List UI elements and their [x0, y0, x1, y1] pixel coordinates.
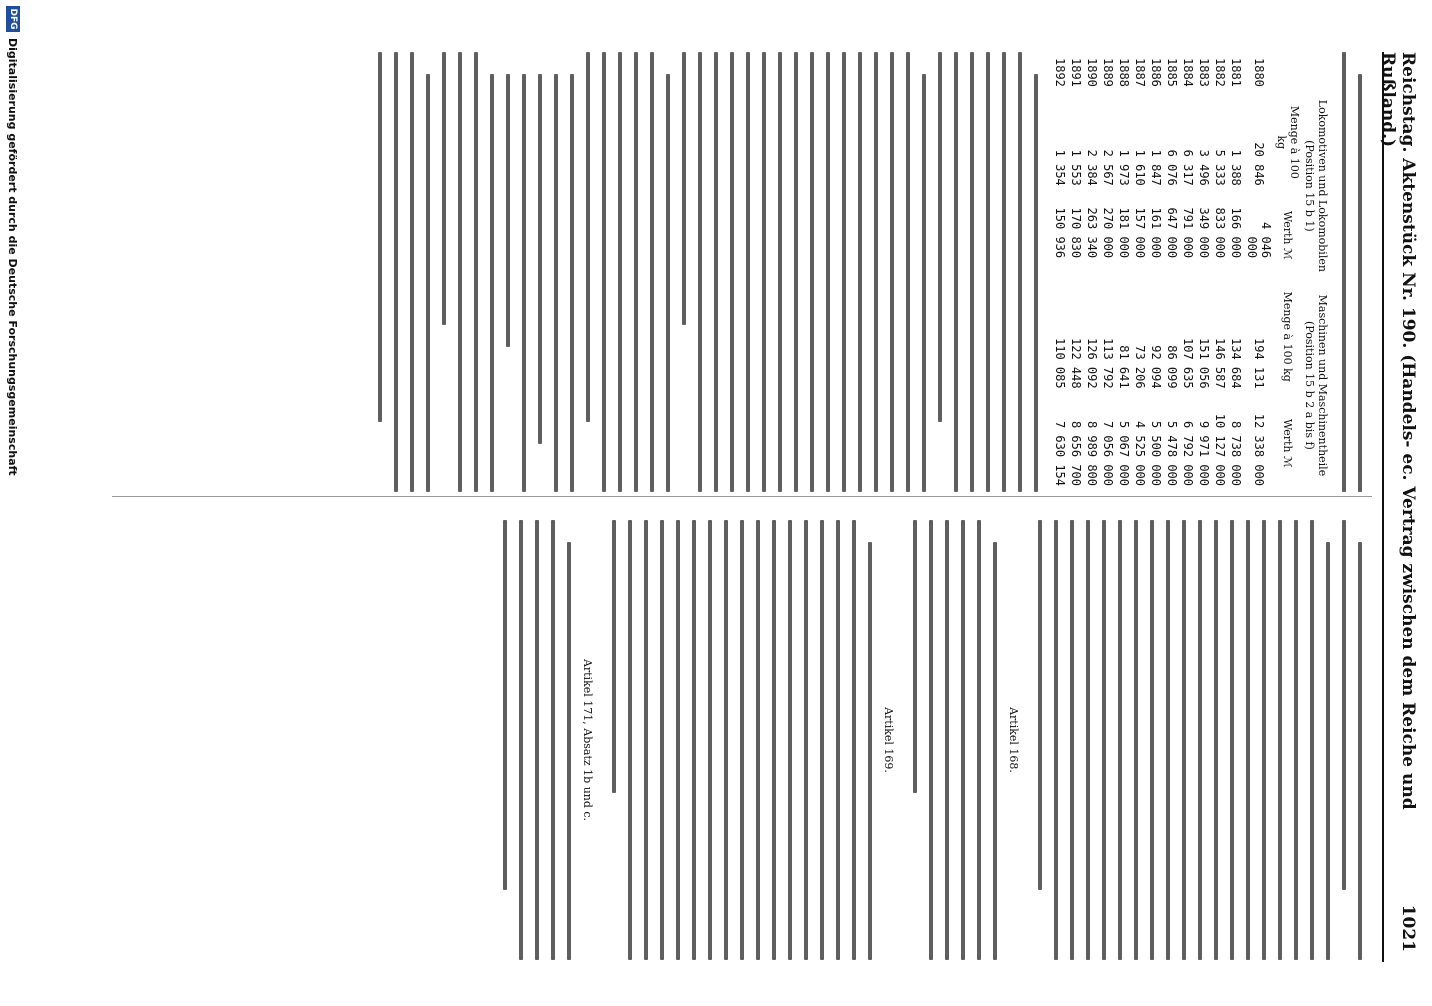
table-cell: 151 056 [1197, 338, 1211, 389]
table-cell: 8 738 000 [1229, 420, 1243, 486]
table-cell [1244, 264, 1274, 279]
table-cell: 20 846 [1252, 142, 1266, 186]
table-cell: 4 046 000 [1245, 222, 1273, 259]
table-cell: 7 630 154 [1053, 420, 1067, 486]
paragraph [1038, 520, 1330, 960]
column-rule [112, 496, 1372, 497]
table-cell: 166 000 [1229, 207, 1243, 259]
dfg-logo-icon: DFG [6, 6, 20, 32]
table-cell: 263 340 [1085, 207, 1099, 259]
table-row [1212, 52, 1228, 492]
column-header: Menge à 100 kg [1281, 291, 1295, 382]
table-cell: 4 525 000 [1133, 420, 1147, 486]
table-cell: 1882 [1213, 58, 1227, 87]
table-cell: 270 000 [1101, 207, 1115, 259]
table-cell: 12 338 000 [1252, 413, 1266, 486]
table-cell: 1886 [1149, 58, 1163, 87]
paragraph [506, 52, 670, 492]
table-row [1164, 52, 1180, 492]
table-cell: 6 792 000 [1181, 420, 1195, 486]
header-rule [1382, 52, 1384, 962]
table-cell: 1883 [1197, 58, 1211, 87]
table-cell: 1 610 [1133, 149, 1147, 186]
table-cell: 81 641 [1117, 345, 1131, 389]
table-cell: 833 000 [1213, 207, 1227, 259]
running-head-text: Reichstag. Aktenstück Nr. 190. (Handels- ec. Vertrag zwischen dem Reiche und Rußland.) [1378, 52, 1418, 810]
paragraph [503, 520, 571, 960]
table-cell: 6 317 [1181, 149, 1195, 186]
table-cell: 1 553 [1069, 149, 1083, 186]
table-cell: 157 000 [1133, 207, 1147, 259]
table-cell [1116, 264, 1132, 279]
digitization-credit [2, 0, 24, 1006]
table-cell: 5 500 000 [1149, 420, 1163, 486]
column-header: Werth ℳ [1281, 210, 1295, 260]
table-cell [1148, 264, 1164, 279]
table-cell [1068, 264, 1084, 279]
table-cell: 10 127 000 [1213, 413, 1227, 486]
table-cell: 1892 [1053, 58, 1067, 87]
table-cell: 8 656 700 [1069, 420, 1083, 486]
table-body [1052, 52, 1274, 492]
table-cell: 1887 [1133, 58, 1147, 87]
table-cell: 5 333 [1213, 149, 1227, 186]
table-cell: 349 000 [1197, 207, 1211, 259]
table-cell: 1 847 [1149, 149, 1163, 186]
table-row [1180, 52, 1196, 492]
table-cell [1228, 264, 1244, 279]
column-header: Werth ℳ [1281, 418, 1295, 468]
paragraph [442, 52, 494, 492]
paragraph [612, 520, 872, 960]
table-row [1100, 52, 1116, 492]
table-cell: 8 989 800 [1085, 420, 1099, 486]
table-cell: 2 384 [1085, 149, 1099, 186]
table-cell: 122 448 [1069, 338, 1083, 389]
table-cell: 86 099 [1165, 345, 1179, 389]
section-heading: Artikel 168. [1007, 707, 1020, 773]
paragraph [1342, 520, 1362, 960]
table-row [1052, 52, 1068, 492]
table-cell: 5 478 000 [1165, 420, 1179, 486]
paragraph [378, 52, 430, 492]
table-cell [1132, 264, 1148, 279]
table-cell: 194 131 [1252, 338, 1266, 389]
table-heading: Maschinen und Maschinentheile (Position 15 b 2 a bis f) [1303, 294, 1329, 477]
table-heading: Lokomotiven und Lokomobilen (Position 15 b 1) [1303, 99, 1329, 272]
table-cell: 92 094 [1149, 345, 1163, 389]
table-cell: 134 684 [1229, 338, 1243, 389]
table-cell: 113 792 [1101, 338, 1115, 389]
paragraph [682, 52, 926, 492]
paragraph [913, 520, 997, 960]
table-cell: 1888 [1117, 58, 1131, 87]
table-cell: 6 076 [1165, 149, 1179, 186]
table-cell: 146 587 [1213, 338, 1227, 389]
table-cell: 1889 [1101, 58, 1115, 87]
table-cell [1084, 264, 1100, 279]
table-cell: 107 635 [1181, 338, 1195, 389]
table-row [1132, 52, 1148, 492]
table-row [1244, 52, 1274, 492]
left-column [366, 52, 1362, 492]
page-number: 1021 [1398, 904, 1418, 952]
table-cell: 1 354 [1053, 149, 1067, 186]
table-cell: 647 000 [1165, 207, 1179, 259]
table-cell: 9 971 000 [1197, 420, 1211, 486]
table-cell: 126 092 [1085, 338, 1099, 389]
table-cell: 5 067 000 [1117, 420, 1131, 486]
table-cell: 1880 [1252, 58, 1266, 87]
table-cell: 181 000 [1117, 207, 1131, 259]
table-cell [1052, 264, 1068, 279]
table-row [1116, 52, 1132, 492]
section-heading: Artikel 169. [882, 707, 895, 773]
table-cell [1100, 264, 1116, 279]
paragraph [938, 52, 1038, 492]
table-cell: 1885 [1165, 58, 1179, 87]
table-row [1196, 52, 1212, 492]
table-cell: 1 388 [1229, 149, 1243, 186]
column-header: Menge à 100 kg [1275, 105, 1301, 179]
table-cell: 7 056 000 [1101, 420, 1115, 486]
table-row [1148, 52, 1164, 492]
table-cell: 1 973 [1117, 149, 1131, 186]
table-cell: 2 567 [1101, 149, 1115, 186]
intro-paragraph [1342, 52, 1362, 492]
table-cell [1196, 264, 1212, 279]
table-cell [1212, 264, 1228, 279]
table-cell: 3 496 [1197, 149, 1211, 186]
table-row [1084, 52, 1100, 492]
table-cell: 161 000 [1149, 207, 1163, 259]
export-table [1052, 52, 1330, 492]
table-cell: 1891 [1069, 58, 1083, 87]
right-column [491, 520, 1362, 960]
table-cell: 73 206 [1133, 345, 1147, 389]
section-heading: Artikel 171, Absatz 1b und c. [581, 658, 594, 822]
table-cell: 150 936 [1053, 207, 1067, 259]
table-cell [1180, 264, 1196, 279]
running-header [1378, 52, 1418, 952]
credit-text: Digitalisierung gefördert durch die Deutsche Forschungsgemeinschaft [6, 38, 20, 476]
table-cell: 1890 [1085, 58, 1099, 87]
table-row [1228, 52, 1244, 492]
table-cell: 1884 [1181, 58, 1195, 87]
table-cell: 1881 [1229, 58, 1243, 87]
table-row [1068, 52, 1084, 492]
table-cell [1164, 264, 1180, 279]
table-cell: 791 000 [1181, 207, 1195, 259]
table-cell: 110 085 [1053, 338, 1067, 389]
table-cell: 170 830 [1069, 207, 1083, 259]
